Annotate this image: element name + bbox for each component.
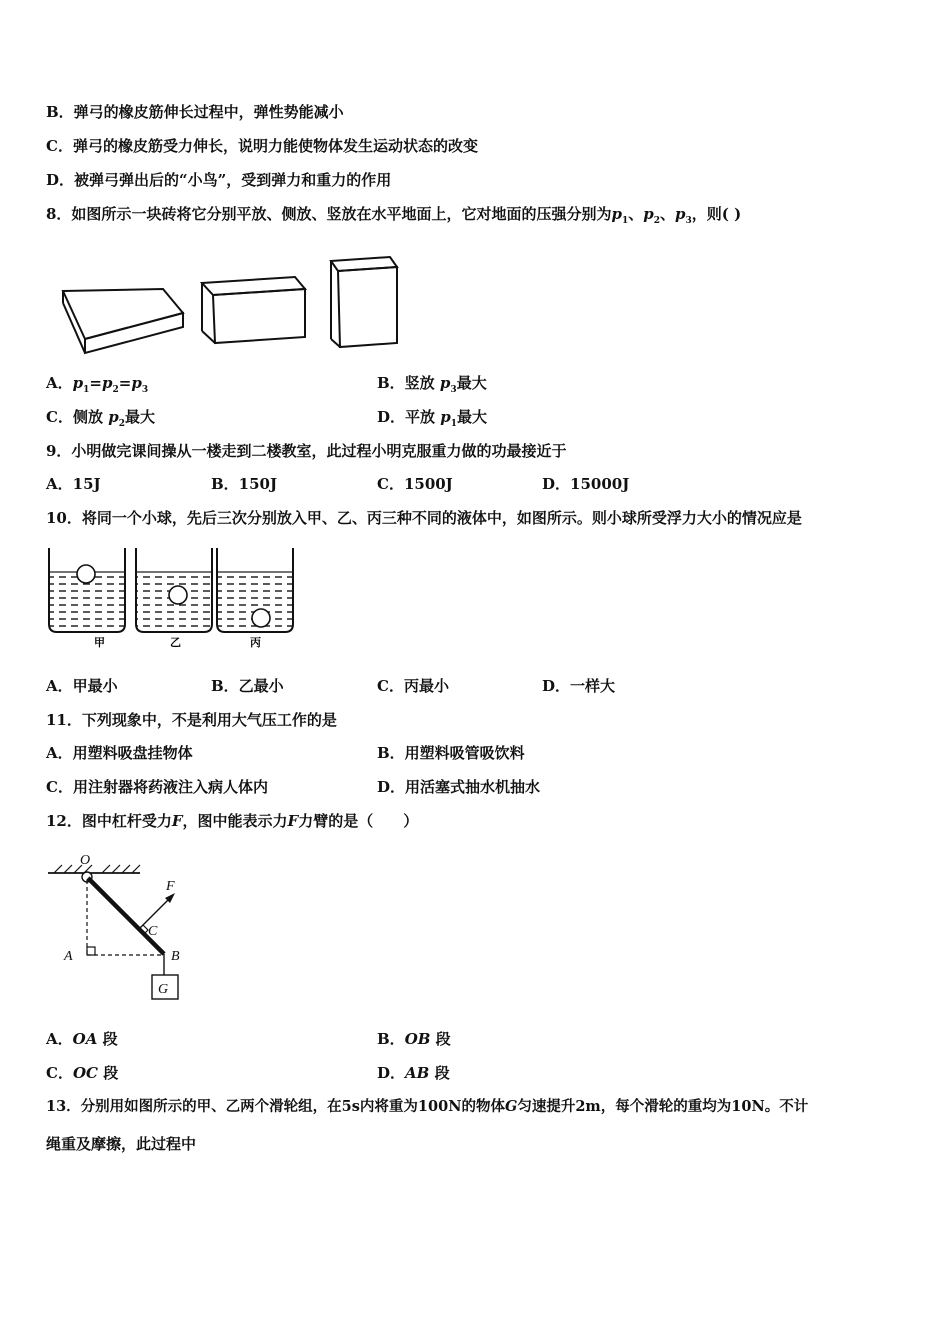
q9-option-b: B．150J <box>211 475 278 493</box>
label-o: O <box>80 853 91 868</box>
q7-option-d: D．被弹弓弹出后的“小鸟”，受到弹力和重力的作用 <box>46 171 392 189</box>
q8-option-c: C．侧放 $p_2$最大 <box>46 408 155 429</box>
q9-option-d: D．15000J <box>542 475 630 493</box>
q10-option-c: C．丙最小 <box>377 677 449 695</box>
label-b: B <box>171 949 180 964</box>
ball-jia <box>77 565 95 583</box>
liquid-containers-figure <box>46 546 306 658</box>
q10-option-d: D．一样大 <box>542 677 616 695</box>
brick-upright <box>331 257 397 347</box>
brick-side <box>202 277 305 343</box>
container-bing <box>217 548 293 649</box>
q9-option-c: C．1500J <box>377 475 453 493</box>
brick-figure <box>55 255 415 355</box>
q11-option-c: C．用注射器将药液注入病人体内 <box>46 778 268 796</box>
q12-stem: 12．图中杠杆受力F，图中能表示力F力臂的是（ ） <box>46 812 419 830</box>
q13-stem-line2: 绳重及摩擦，此过程中 <box>46 1135 197 1153</box>
q8-stem: 8．如图所示一块砖将它分别平放、侧放、竖放在水平地面上，它对地面的压强分别为$p_1$、$p_2$、$p_3$，则( ) <box>46 205 742 226</box>
q11-option-d: D．用活塞式抽水机抽水 <box>377 778 541 796</box>
ball-yi <box>169 586 187 604</box>
q8-option-b: B．竖放 $p_3$最大 <box>377 374 487 395</box>
lever-figure <box>44 850 204 1005</box>
q11-option-b: B．用塑料吸管吸饮料 <box>377 744 525 762</box>
q9-stem: 9．小明做完课间操从一楼走到二楼教室，此过程小明克服重力做的功最接近于 <box>46 442 567 460</box>
q8-option-a: A．$p_1=p_2=p_3$ <box>46 374 149 395</box>
q10-stem: 10．将同一个小球，先后三次分别放入甲、乙、丙三种不同的液体中，如图所示。则小球所受浮力大小的情况应是 <box>46 509 802 527</box>
q7-option-b: B．弹弓的橡皮筋伸长过程中，弹性势能减小 <box>46 103 344 121</box>
label-f: F <box>166 879 175 894</box>
q11-stem: 11．下列现象中，不是利用大气压工作的是 <box>46 711 337 729</box>
ceiling-hatch <box>54 865 140 873</box>
container-jia <box>49 548 125 649</box>
q9-option-a: A．15J <box>46 475 101 493</box>
q12-option-b: B．OB 段 <box>377 1030 451 1048</box>
q10-option-b: B．乙最小 <box>211 677 284 695</box>
label-g: G <box>158 982 169 997</box>
brick-flat <box>63 289 183 353</box>
q8-option-d: D．平放 $p_1$最大 <box>377 408 488 429</box>
label-c: C <box>148 924 158 939</box>
q10-option-a: A．甲最小 <box>46 677 118 695</box>
right-angle-a <box>87 947 95 955</box>
q12-option-a: A．OA 段 <box>46 1030 118 1048</box>
ball-bing <box>252 609 270 627</box>
container-yi <box>136 548 212 649</box>
q12-option-d: D．AB 段 <box>377 1064 450 1082</box>
label-bing: 丙 <box>250 636 261 649</box>
q12-option-c: C．OC 段 <box>46 1064 119 1082</box>
q11-option-a: A．用塑料吸盘挂物体 <box>46 744 193 762</box>
q7-option-c: C．弹弓的橡皮筋受力伸长，说明力能使物体发生运动状态的改变 <box>46 137 478 155</box>
label-a: A <box>64 949 73 964</box>
q13-stem-line1: 13．分别用如图所示的甲、乙两个滑轮组，在5s内将重为100N的物体G匀速提升2m，每个滑轮的重均为10N。不计 <box>46 1098 809 1115</box>
label-jia: 甲 <box>94 636 105 649</box>
label-yi: 乙 <box>170 636 181 649</box>
